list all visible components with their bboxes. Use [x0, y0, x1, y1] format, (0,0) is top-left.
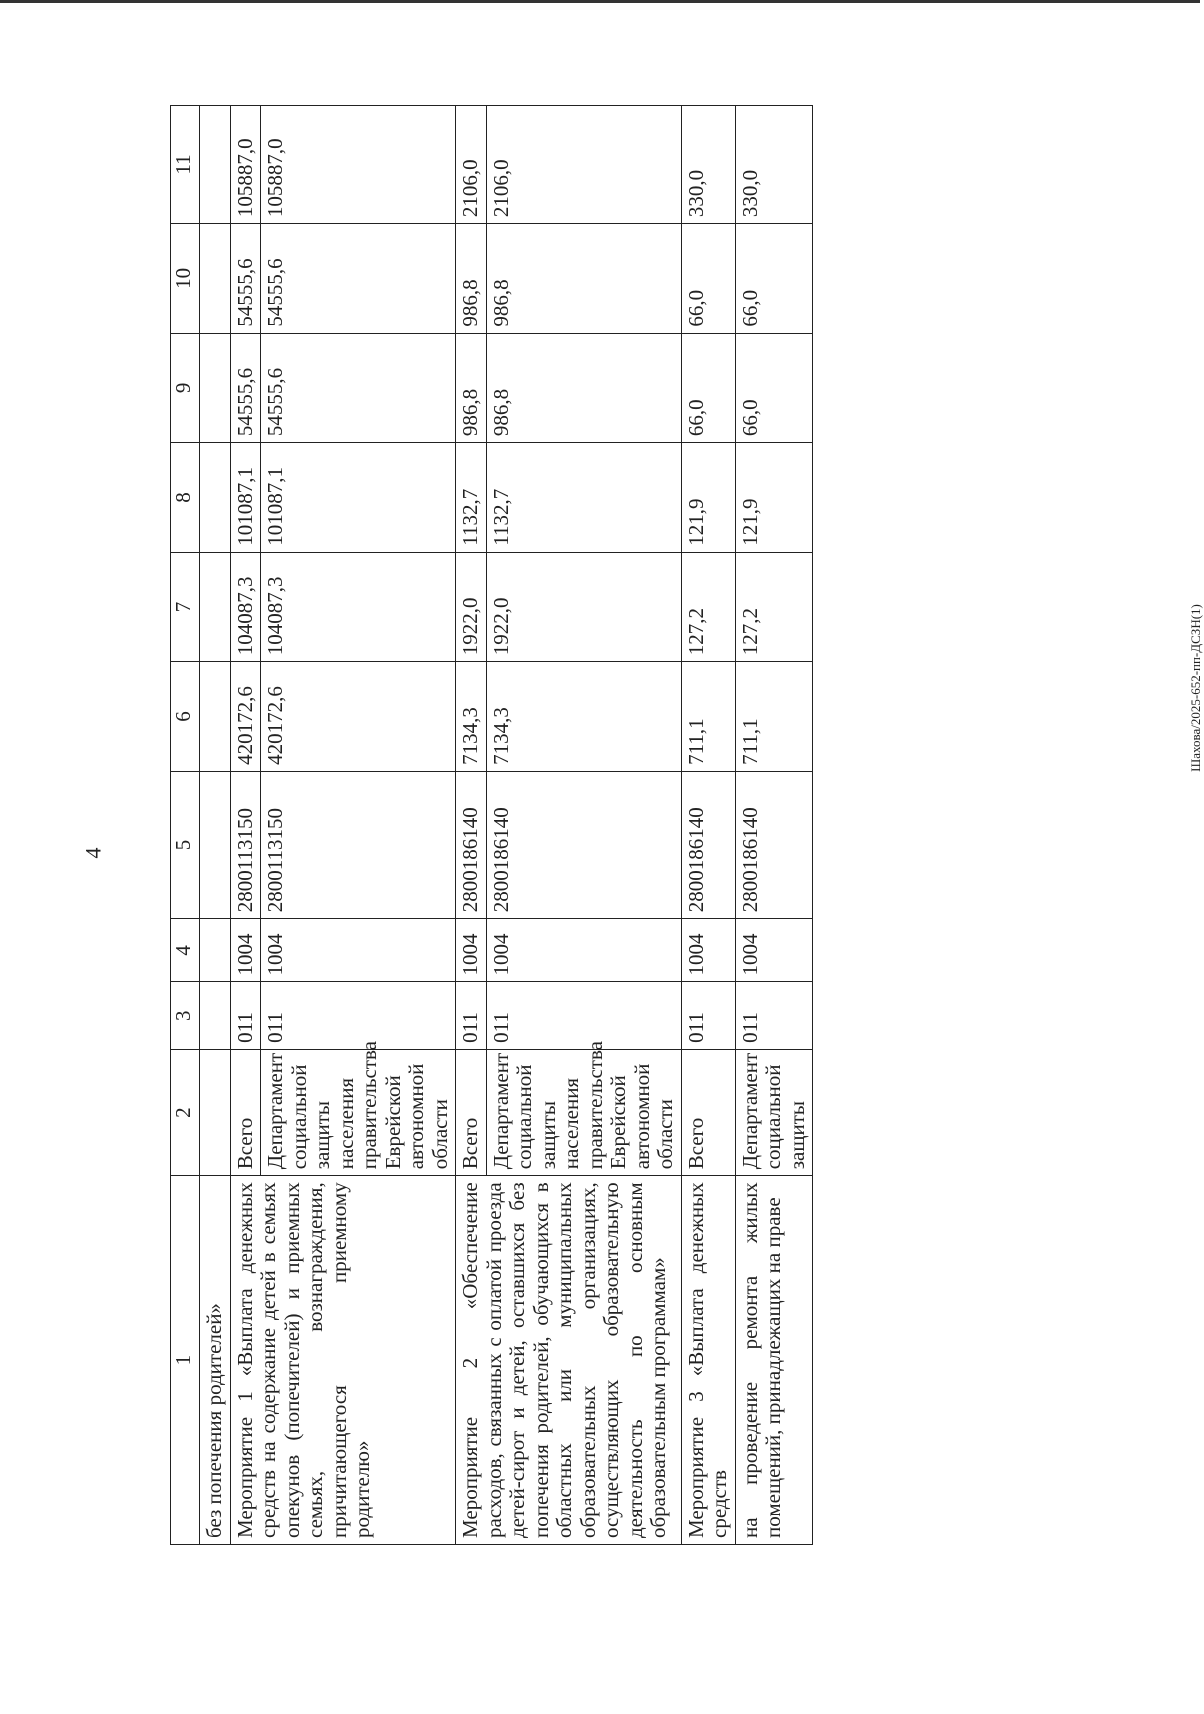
amount-cell: 66,0: [735, 333, 813, 443]
executor-cell: Всего: [230, 1049, 261, 1175]
target-article-cell: 2800186140: [456, 771, 487, 918]
amount-cell: 105887,0: [261, 106, 456, 224]
measure-title-cell: Мероприятие 1 «Выплата денежных средств на содержание детей в семьях опекунов (попечителей) и приемных семьях, вознаграждения, причитающегося приемному родителю»: [230, 1176, 456, 1545]
executor-cell: Всего: [456, 1049, 487, 1175]
table-header-row: [171, 106, 200, 1545]
header-cell: 9: [171, 333, 200, 443]
amount-cell: 101087,1: [230, 443, 261, 553]
budget-table: [170, 105, 813, 1545]
empty-cell: [200, 224, 231, 334]
section-code-cell: 1004: [261, 919, 456, 982]
amount-cell: 7134,3: [456, 662, 487, 772]
grbs-cell: 011: [486, 982, 681, 1049]
amount-cell: 711,1: [681, 662, 735, 772]
amount-cell: 54555,6: [230, 333, 261, 443]
amount-cell: 7134,3: [486, 662, 681, 772]
section-code-cell: 1004: [486, 919, 681, 982]
grbs-cell: 011: [261, 982, 456, 1049]
amount-cell: 2106,0: [486, 106, 681, 224]
executor-cell: Департамент социальной защиты: [735, 1049, 813, 1175]
table-row: [681, 106, 735, 1545]
amount-cell: 127,2: [681, 552, 735, 662]
section-code-cell: 1004: [735, 919, 813, 982]
header-cell: 8: [171, 443, 200, 553]
section-row: [200, 106, 231, 1545]
amount-cell: 127,2: [735, 552, 813, 662]
amount-cell: 1132,7: [456, 443, 487, 553]
page-number: 4: [80, 847, 106, 859]
grbs-cell: 011: [735, 982, 813, 1049]
amount-cell: 420172,6: [230, 662, 261, 772]
amount-cell: 121,9: [735, 443, 813, 553]
amount-cell: 1922,0: [456, 552, 487, 662]
executor-cell: Всего: [681, 1049, 735, 1175]
amount-cell: 330,0: [735, 106, 813, 224]
amount-cell: 121,9: [681, 443, 735, 553]
target-article-cell: 2800113150: [230, 771, 261, 918]
header-cell: 1: [171, 1176, 200, 1545]
target-article-cell: 2800186140: [681, 771, 735, 918]
target-article-cell: 2800186140: [486, 771, 681, 918]
amount-cell: 330,0: [681, 106, 735, 224]
header-cell: 3: [171, 982, 200, 1049]
header-cell: 5: [171, 771, 200, 918]
header-cell: 10: [171, 224, 200, 334]
empty-cell: [200, 552, 231, 662]
empty-cell: [200, 1049, 231, 1175]
section-code-cell: 1004: [681, 919, 735, 982]
top-border-line: [0, 0, 1200, 3]
header-cell: 2: [171, 1049, 200, 1175]
measure-title-cell: Мероприятие 2 «Обеспечение расходов, связанных с оплатой проезда детей-сирот и детей, оставшихся без попечения родителей, обучающихся в областных или муниципальных образовательных организациях, осуществляющих образовательную деятельность по основным образовательным программам»: [456, 1176, 682, 1545]
header-cell: 7: [171, 552, 200, 662]
empty-cell: [200, 662, 231, 772]
amount-cell: 54555,6: [261, 333, 456, 443]
amount-cell: 66,0: [735, 224, 813, 334]
amount-cell: 986,8: [456, 224, 487, 334]
header-cell: 6: [171, 662, 200, 772]
grbs-cell: 011: [681, 982, 735, 1049]
executor-cell: Департамент социальной защиты населения правительства Еврейской автономной области: [261, 1049, 456, 1175]
amount-cell: 101087,1: [261, 443, 456, 553]
amount-cell: 54555,6: [261, 224, 456, 334]
section-cell: без попечения родителей»: [200, 1176, 231, 1545]
amount-cell: 54555,6: [230, 224, 261, 334]
empty-cell: [200, 771, 231, 918]
header-cell: 4: [171, 919, 200, 982]
executor-cell: Департамент социальной защиты населения правительства Еврейской автономной области: [486, 1049, 681, 1175]
amount-cell: 104087,3: [261, 552, 456, 662]
amount-cell: 986,8: [456, 333, 487, 443]
amount-cell: 986,8: [486, 333, 681, 443]
grbs-cell: 011: [456, 982, 487, 1049]
amount-cell: 2106,0: [456, 106, 487, 224]
empty-cell: [200, 919, 231, 982]
amount-cell: 104087,3: [230, 552, 261, 662]
amount-cell: 986,8: [486, 224, 681, 334]
table-row: [735, 106, 813, 1545]
table-row: [230, 106, 261, 1545]
section-code-cell: 1004: [230, 919, 261, 982]
empty-cell: [200, 982, 231, 1049]
measure-title-cell: Мероприятие 3 «Выплата денежных средств: [681, 1176, 735, 1545]
measure-title-cell: на проведение ремонта жилых помещений, принадлежащих на праве: [735, 1176, 813, 1545]
amount-cell: 66,0: [681, 333, 735, 443]
target-article-cell: 2800186140: [735, 771, 813, 918]
amount-cell: 420172,6: [261, 662, 456, 772]
target-article-cell: 2800113150: [261, 771, 456, 918]
empty-cell: [200, 333, 231, 443]
table-row: [456, 106, 487, 1545]
rotated-table-container: [170, 105, 1060, 1545]
amount-cell: 1132,7: [486, 443, 681, 553]
grbs-cell: 011: [230, 982, 261, 1049]
amount-cell: 66,0: [681, 224, 735, 334]
empty-cell: [200, 443, 231, 553]
section-code-cell: 1004: [456, 919, 487, 982]
amount-cell: 1922,0: [486, 552, 681, 662]
header-cell: 11: [171, 106, 200, 224]
amount-cell: 105887,0: [230, 106, 261, 224]
amount-cell: 711,1: [735, 662, 813, 772]
document-footer-code: Шахова/2025-652-пп-ДСЗН(1): [1187, 604, 1203, 772]
empty-cell: [200, 106, 231, 224]
